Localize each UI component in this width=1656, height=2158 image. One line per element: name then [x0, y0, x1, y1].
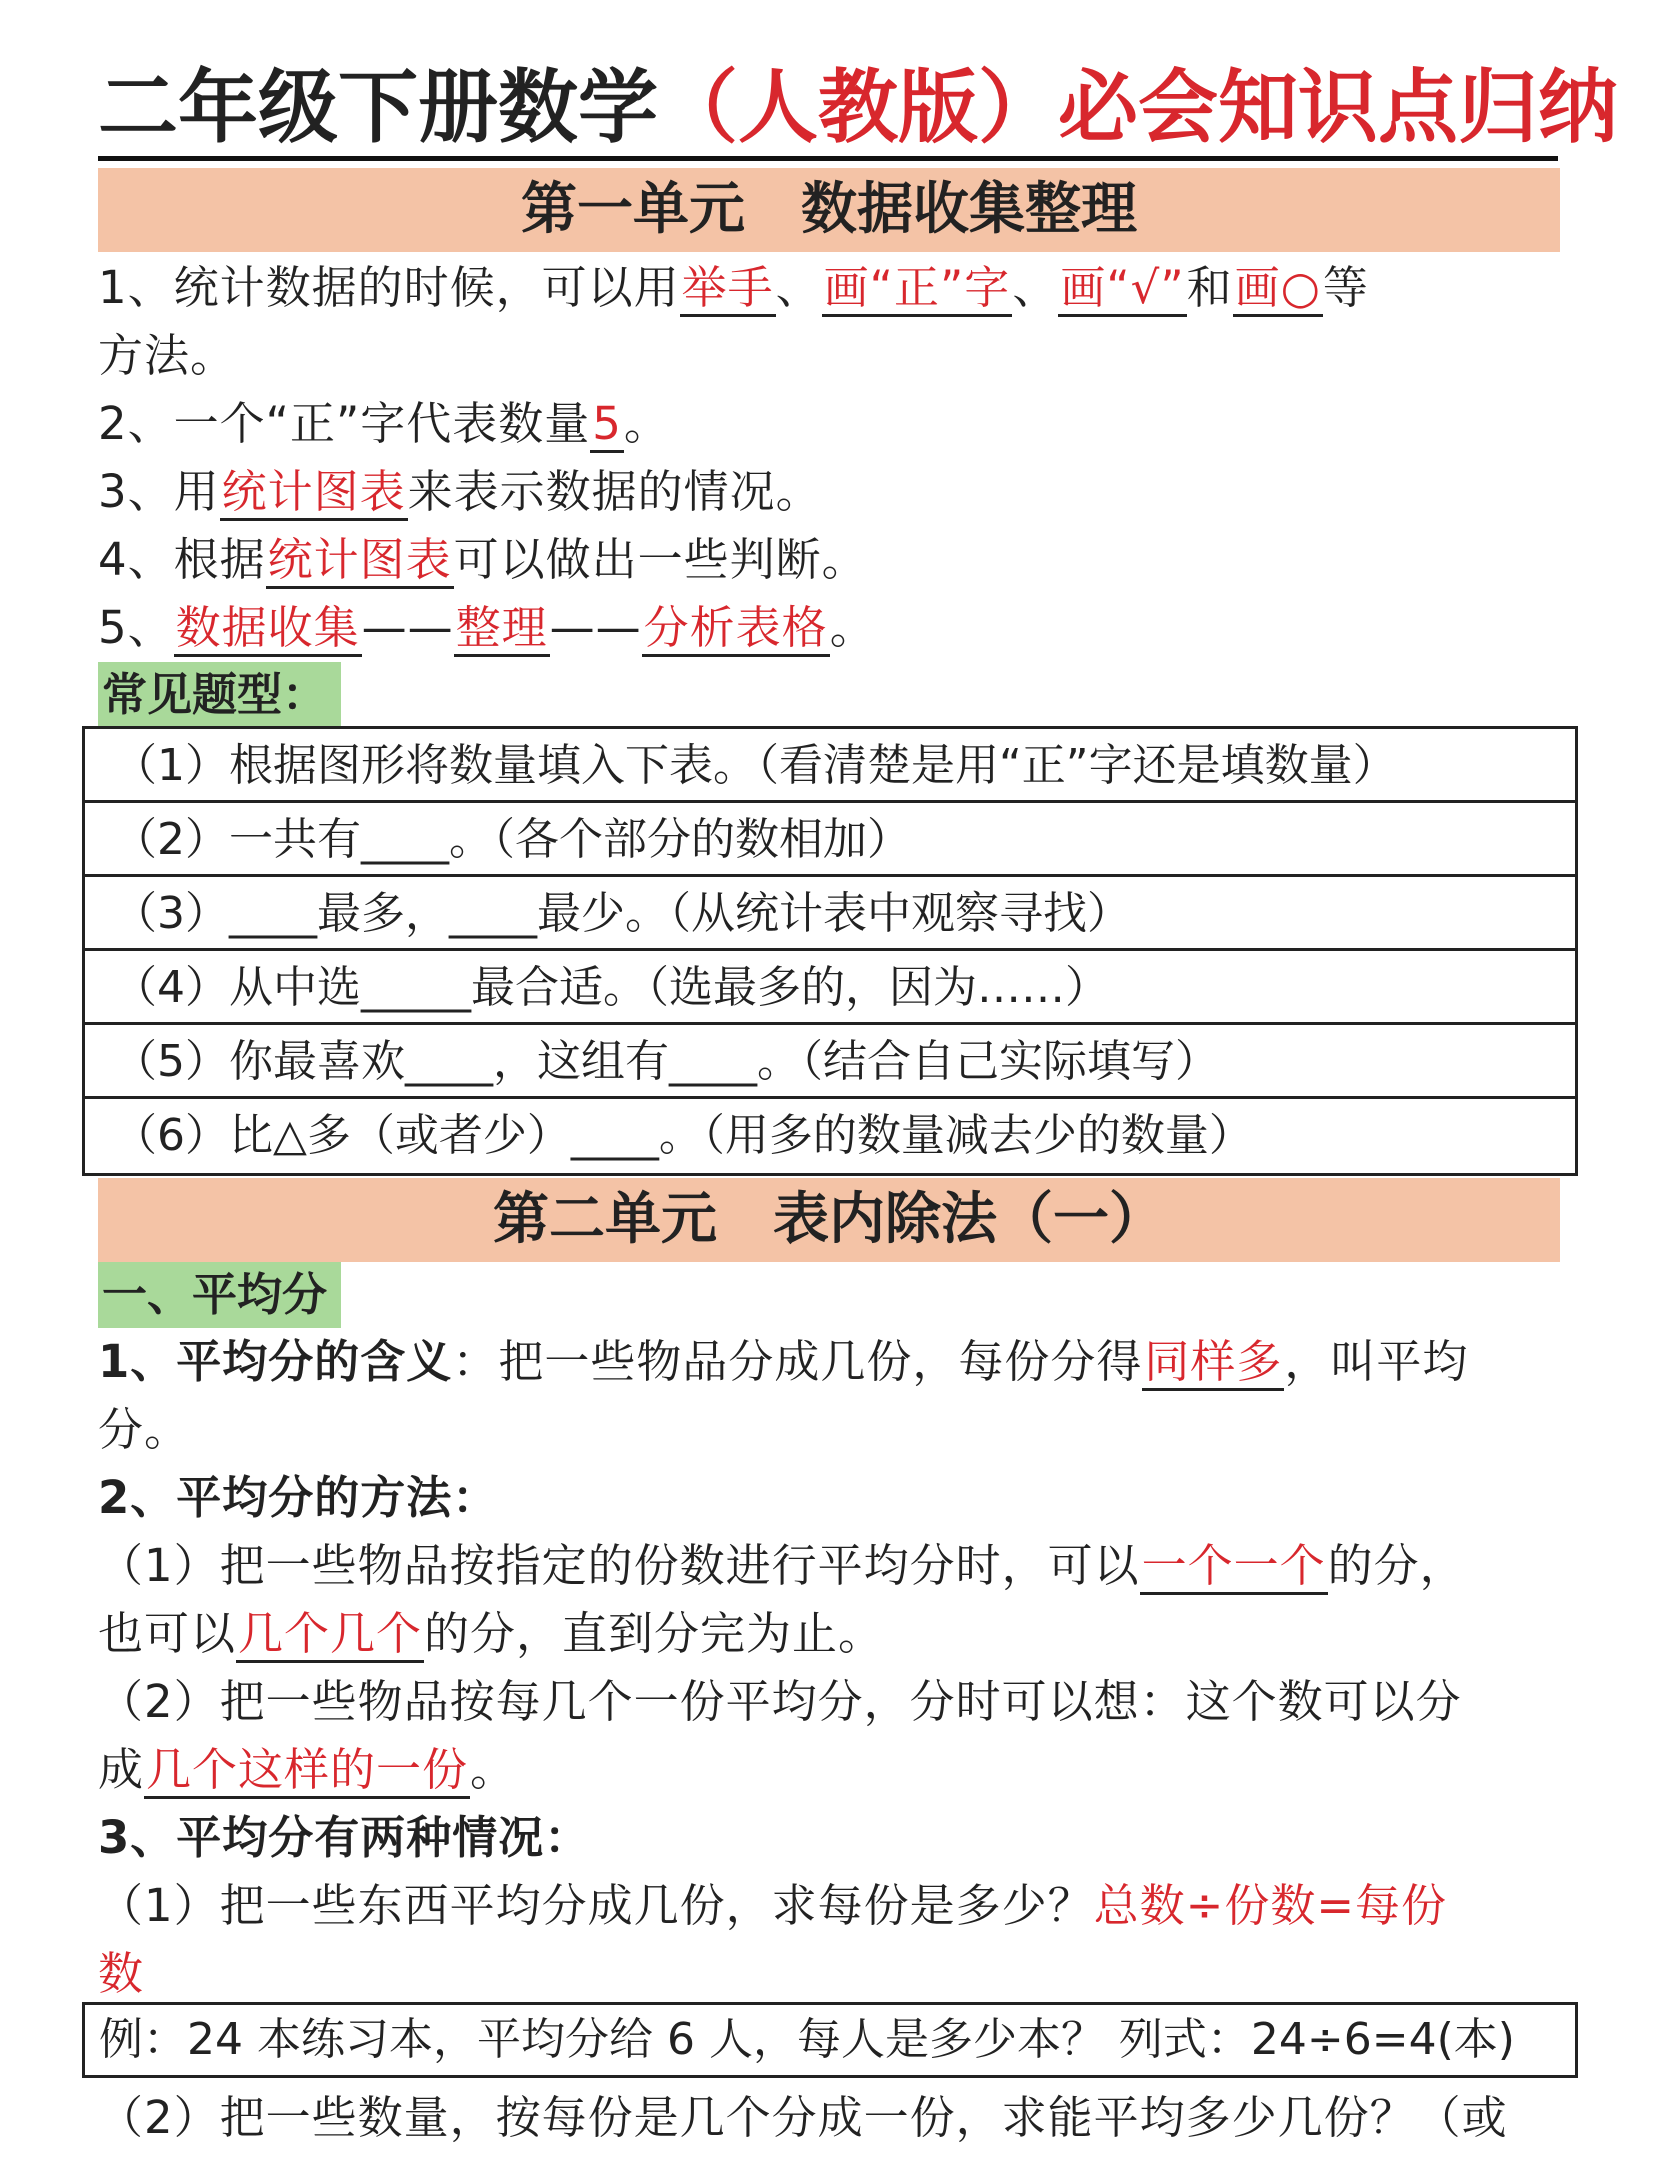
table-row: （5）你最喜欢____，这组有____。（结合自己实际填写） — [85, 1025, 1575, 1099]
table-row: （6）比△多（或者少）____。（用多的数量减去少的数量） — [113, 1110, 1253, 1161]
unit2-heading: 第二单元 表内除法（一） — [98, 1178, 1560, 1262]
unit1-item3: 3、用统计图表来表示数据的情况。 — [98, 458, 1568, 526]
unit1-item4: 4、根据统计图表可以做出一些判断。 — [98, 526, 1568, 594]
title-part1: 二年级下册数学 — [98, 61, 658, 154]
unit1-item2: 2、一个“正”字代表数量5。 — [98, 390, 1568, 458]
unit2-item2-sub1: （1）把一些物品按指定的份数进行平均分时，可以一个一个的分， — [98, 1532, 1568, 1600]
unit2-item2-sub2-cont: 成几个这样的一份。 — [98, 1736, 1568, 1804]
question-types-table — [82, 726, 1578, 1176]
common-question-types-tag: 常见题型： — [98, 662, 341, 728]
table-row: （2）一共有____。（各个部分的数相加） — [85, 803, 1575, 877]
unit2-item2: 2、平均分的方法： — [98, 1471, 499, 1524]
unit2-item2-sub1-cont: 也可以几个几个的分，直到分完为止。 — [98, 1600, 1568, 1668]
unit1-item1-cont: 方法。 — [98, 329, 237, 382]
table-row: （3）____最多，____最少。（从统计表中观察寻找） — [85, 877, 1575, 951]
table-row: （1）根据图形将数量填入下表。（看清楚是用“正”字还是填数量） — [85, 729, 1575, 803]
unit2-item1: 1、平均分的含义：把一些物品分成几份，每份分得同样多，叫平均 — [98, 1328, 1568, 1396]
page-title — [98, 60, 1618, 161]
unit2-item3-sub2: （2）把一些数量，按每份是几个分成一份，求能平均多少几份？（或 — [98, 2091, 1508, 2144]
table-row: （4）从中选_____最合适。（选最多的，因为……） — [85, 951, 1575, 1025]
unit1-item1: 1、统计数据的时候，可以用举手、画“正”字、画“√”和画○等 — [98, 254, 1568, 322]
unit2-item3-sub1-cont: 数 — [98, 1947, 145, 2000]
unit2-item1-cont: 分。 — [98, 1403, 191, 1456]
unit1-heading: 第一单元 数据收集整理 — [98, 168, 1560, 252]
example-box: 例：24 本练习本，平均分给 6 人，每人是多少本？ 列式：24÷6=4(本) — [82, 2002, 1578, 2078]
title-part2: （人教版） — [658, 61, 1058, 154]
unit1-item5: 5、数据收集——整理——分析表格。 — [98, 594, 1568, 662]
unit2-item3: 3、平均分有两种情况： — [98, 1811, 591, 1864]
unit2-item2-sub2: （2）把一些物品按每几个一份平均分，分时可以想：这个数可以分 — [98, 1675, 1462, 1728]
title-part3: 必会知识点归纳 — [1058, 61, 1618, 154]
equal-division-tag: 一、平均分 — [98, 1262, 341, 1328]
unit2-item3-sub1: （1）把一些东西平均分成几份，求每份是多少？总数÷份数=每份 — [98, 1879, 1448, 1932]
